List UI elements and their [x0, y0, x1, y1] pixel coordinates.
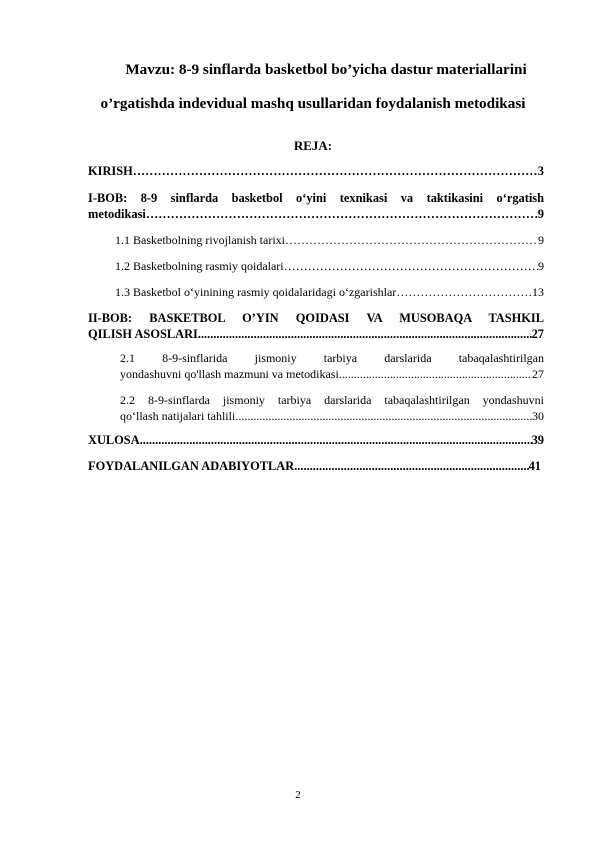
toc-page: 9: [538, 259, 544, 273]
toc-label: qo‘llash natijalari tahlili: [120, 409, 236, 423]
toc-entry-bob2-line2[interactable]: [88, 326, 544, 342]
toc-label: 1.2 Basketbolning rasmiy qoidalari: [115, 259, 284, 273]
toc-entry-1-3[interactable]: [115, 284, 544, 300]
toc-page: 30: [532, 409, 544, 423]
toc-entry-2-2-line1[interactable]: 2.2 8-9-sinflarda jismoniy tarbiya darslarida tabaqalashtirilgan yondashuvni: [120, 393, 544, 407]
toc-entry-bob1-line1[interactable]: I-BOB: 8-9 sinflarda basketbol o‘yini texnikasi va taktikasini o‘rgatish: [88, 191, 544, 205]
toc-leader: [198, 326, 532, 342]
toc-entry-1-1[interactable]: [115, 232, 544, 248]
toc-label: 1.1 Basketbolning rivojlanish tarixi: [115, 233, 285, 247]
toc-label: QILISH ASOSLARI: [88, 327, 198, 341]
toc-label: XULOSA: [88, 433, 140, 447]
toc-leader: [285, 232, 538, 248]
toc-page: 41: [528, 459, 541, 473]
toc-page: 3: [537, 164, 544, 178]
toc-page: 27: [531, 327, 544, 341]
toc-page: .9: [534, 207, 544, 221]
toc-label: KIRISH: [88, 164, 133, 178]
title-line-2: o’rgatishda indevidual mashq usullaridan foydalanish metodikasi: [100, 95, 526, 112]
toc-page: 9: [538, 233, 544, 247]
toc-entry-2-1-line1[interactable]: 2.1 8-9-sinflarida jismoniy tarbiya darslarida tabaqalashtirilgan: [120, 351, 544, 365]
toc-page: 39: [531, 433, 544, 447]
toc-entry-adabiyotlar[interactable]: [88, 458, 541, 474]
toc-leader: [294, 458, 528, 474]
toc-leader: [339, 366, 532, 382]
toc-leader: [396, 284, 532, 300]
plan-heading: REJA:: [293, 138, 333, 153]
toc-entry-1-2[interactable]: [115, 258, 544, 274]
toc-leader: [284, 258, 538, 274]
toc-leader: [235, 408, 532, 424]
page-number: 2: [295, 789, 301, 801]
toc-entry-2-2-line2[interactable]: [120, 408, 544, 424]
toc-label: yondashuvni qo'llash mazmuni va metodikasi: [120, 367, 339, 381]
toc-label: metodikasi: [88, 207, 146, 221]
title-line-1: Mavzu: 8-9 sinflarda basketbol bo’yicha dastur materiallarini: [125, 61, 527, 78]
toc-leader: [140, 432, 532, 448]
toc-entry-bob2-line1[interactable]: II-BOB: BASKETBOL O’YIN QOIDASI VA MUSOBAQA TASHKIL: [88, 311, 544, 325]
toc-entry-2-1-line2[interactable]: [120, 366, 544, 382]
toc-page: 13: [532, 285, 544, 299]
toc-leader: [133, 163, 538, 179]
toc-label: 1.3 Basketbol o‘yinining rasmiy qoidalaridagi o‘zgarishlar: [115, 285, 397, 299]
toc-entry-xulosa[interactable]: [88, 432, 544, 448]
toc-leader: [146, 206, 535, 222]
toc-label: FOYDALANILGAN ADABIYOTLAR: [88, 459, 295, 473]
toc-page: 27: [532, 367, 544, 381]
toc-entry-kirish[interactable]: [88, 163, 544, 179]
toc-entry-bob1-line2[interactable]: [88, 206, 544, 222]
